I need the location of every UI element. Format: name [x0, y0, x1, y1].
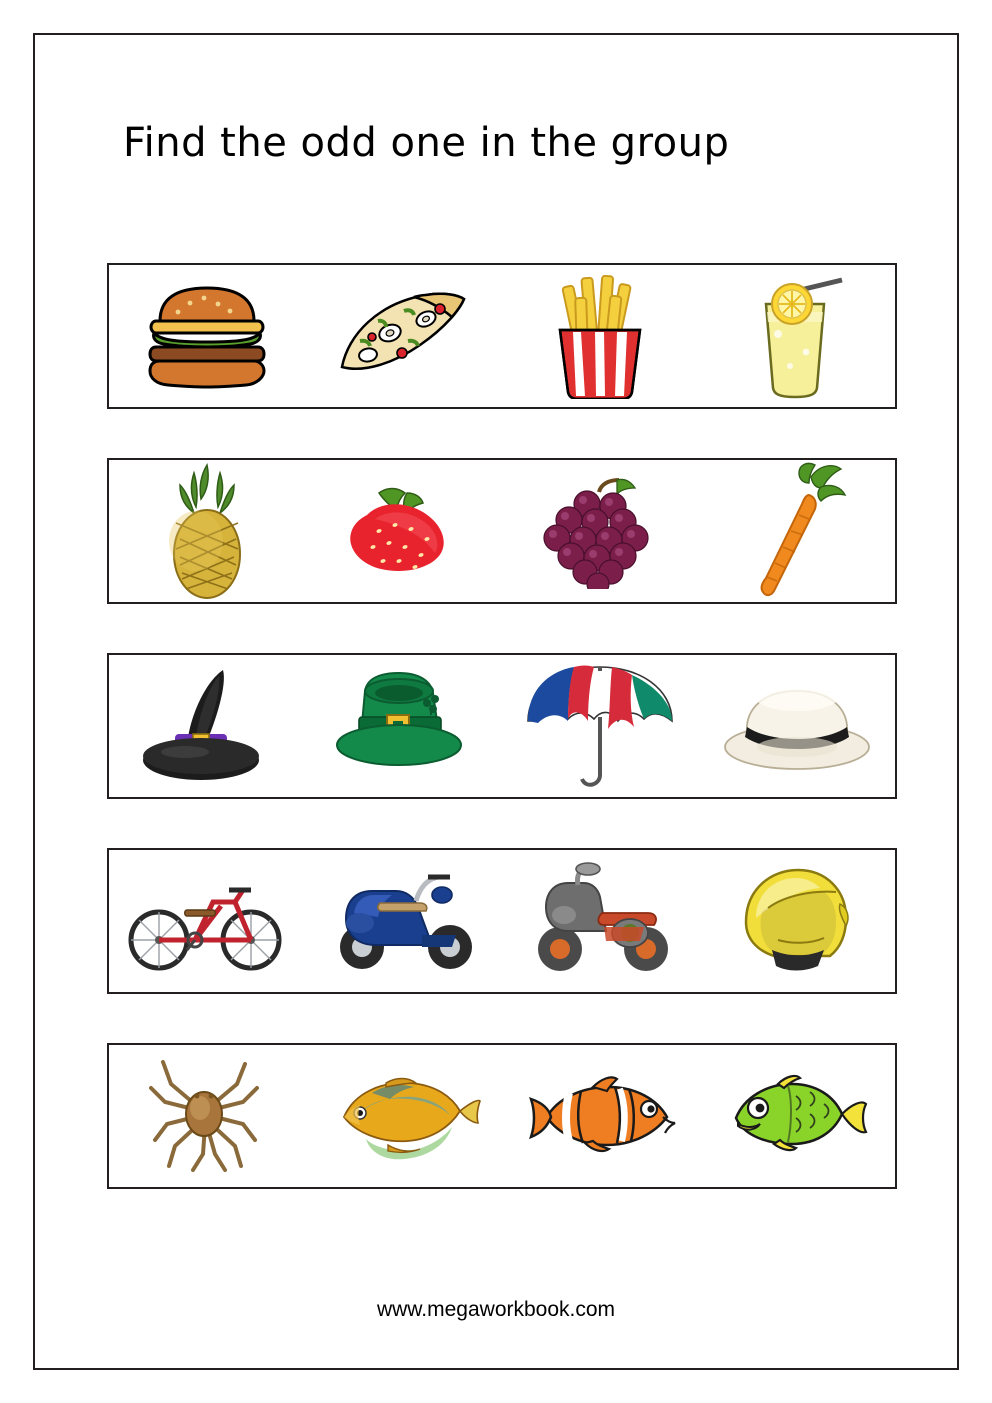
cell-helmet[interactable] [702, 850, 892, 992]
hamburger-icon [142, 281, 272, 391]
sunfish-icon [326, 1069, 481, 1164]
cell-bicycle[interactable] [112, 850, 302, 992]
cell-hamburger[interactable] [112, 265, 302, 407]
strawberry-icon [339, 479, 469, 584]
grey-scooter-icon [518, 861, 683, 981]
row-hats [107, 653, 897, 799]
crab-icon [145, 1054, 270, 1179]
footer-url: www.megaworkbook.com [376, 1298, 616, 1321]
cell-pizza-slice[interactable] [309, 265, 499, 407]
cell-fedora-hat[interactable] [702, 655, 892, 797]
blue-scooter-icon [324, 861, 484, 981]
cell-umbrella[interactable] [505, 655, 695, 797]
leprechaun-hat-icon [329, 669, 479, 784]
cell-leprechaun-hat[interactable] [309, 655, 499, 797]
grapes-icon [525, 474, 675, 589]
row-sea-animals [107, 1043, 897, 1189]
row-fast-food [107, 263, 897, 409]
cell-green-cartoon-fish[interactable] [702, 1045, 892, 1187]
cell-witch-hat[interactable] [112, 655, 302, 797]
cell-french-fries[interactable] [505, 265, 695, 407]
clownfish-icon [523, 1069, 678, 1164]
bicycle-icon [125, 866, 290, 976]
cell-grey-scooter[interactable] [505, 850, 695, 992]
cell-lemonade-glass[interactable] [702, 265, 892, 407]
cell-pineapple[interactable] [112, 460, 302, 602]
worksheet-page [33, 33, 959, 1370]
pizza-slice-icon [334, 281, 474, 391]
helmet-icon [732, 864, 862, 979]
green-cartoon-fish-icon [722, 1066, 872, 1166]
page-title: Find the odd one in the group [123, 120, 730, 166]
row-fruits [107, 458, 897, 604]
cell-strawberry[interactable] [309, 460, 499, 602]
witch-hat-icon [135, 664, 280, 789]
cell-clownfish[interactable] [505, 1045, 695, 1187]
cell-carrot[interactable] [702, 460, 892, 602]
question-rows [107, 263, 897, 1238]
row-vehicles [107, 848, 897, 994]
cell-crab[interactable] [112, 1045, 302, 1187]
cell-sunfish[interactable] [309, 1045, 499, 1187]
lemonade-glass-icon [734, 274, 859, 399]
french-fries-icon [540, 274, 660, 399]
cell-grapes[interactable] [505, 460, 695, 602]
umbrella-icon [518, 659, 683, 794]
pineapple-icon [152, 461, 262, 601]
cell-blue-scooter[interactable] [309, 850, 499, 992]
fedora-hat-icon [717, 671, 877, 781]
carrot-icon [739, 461, 854, 601]
